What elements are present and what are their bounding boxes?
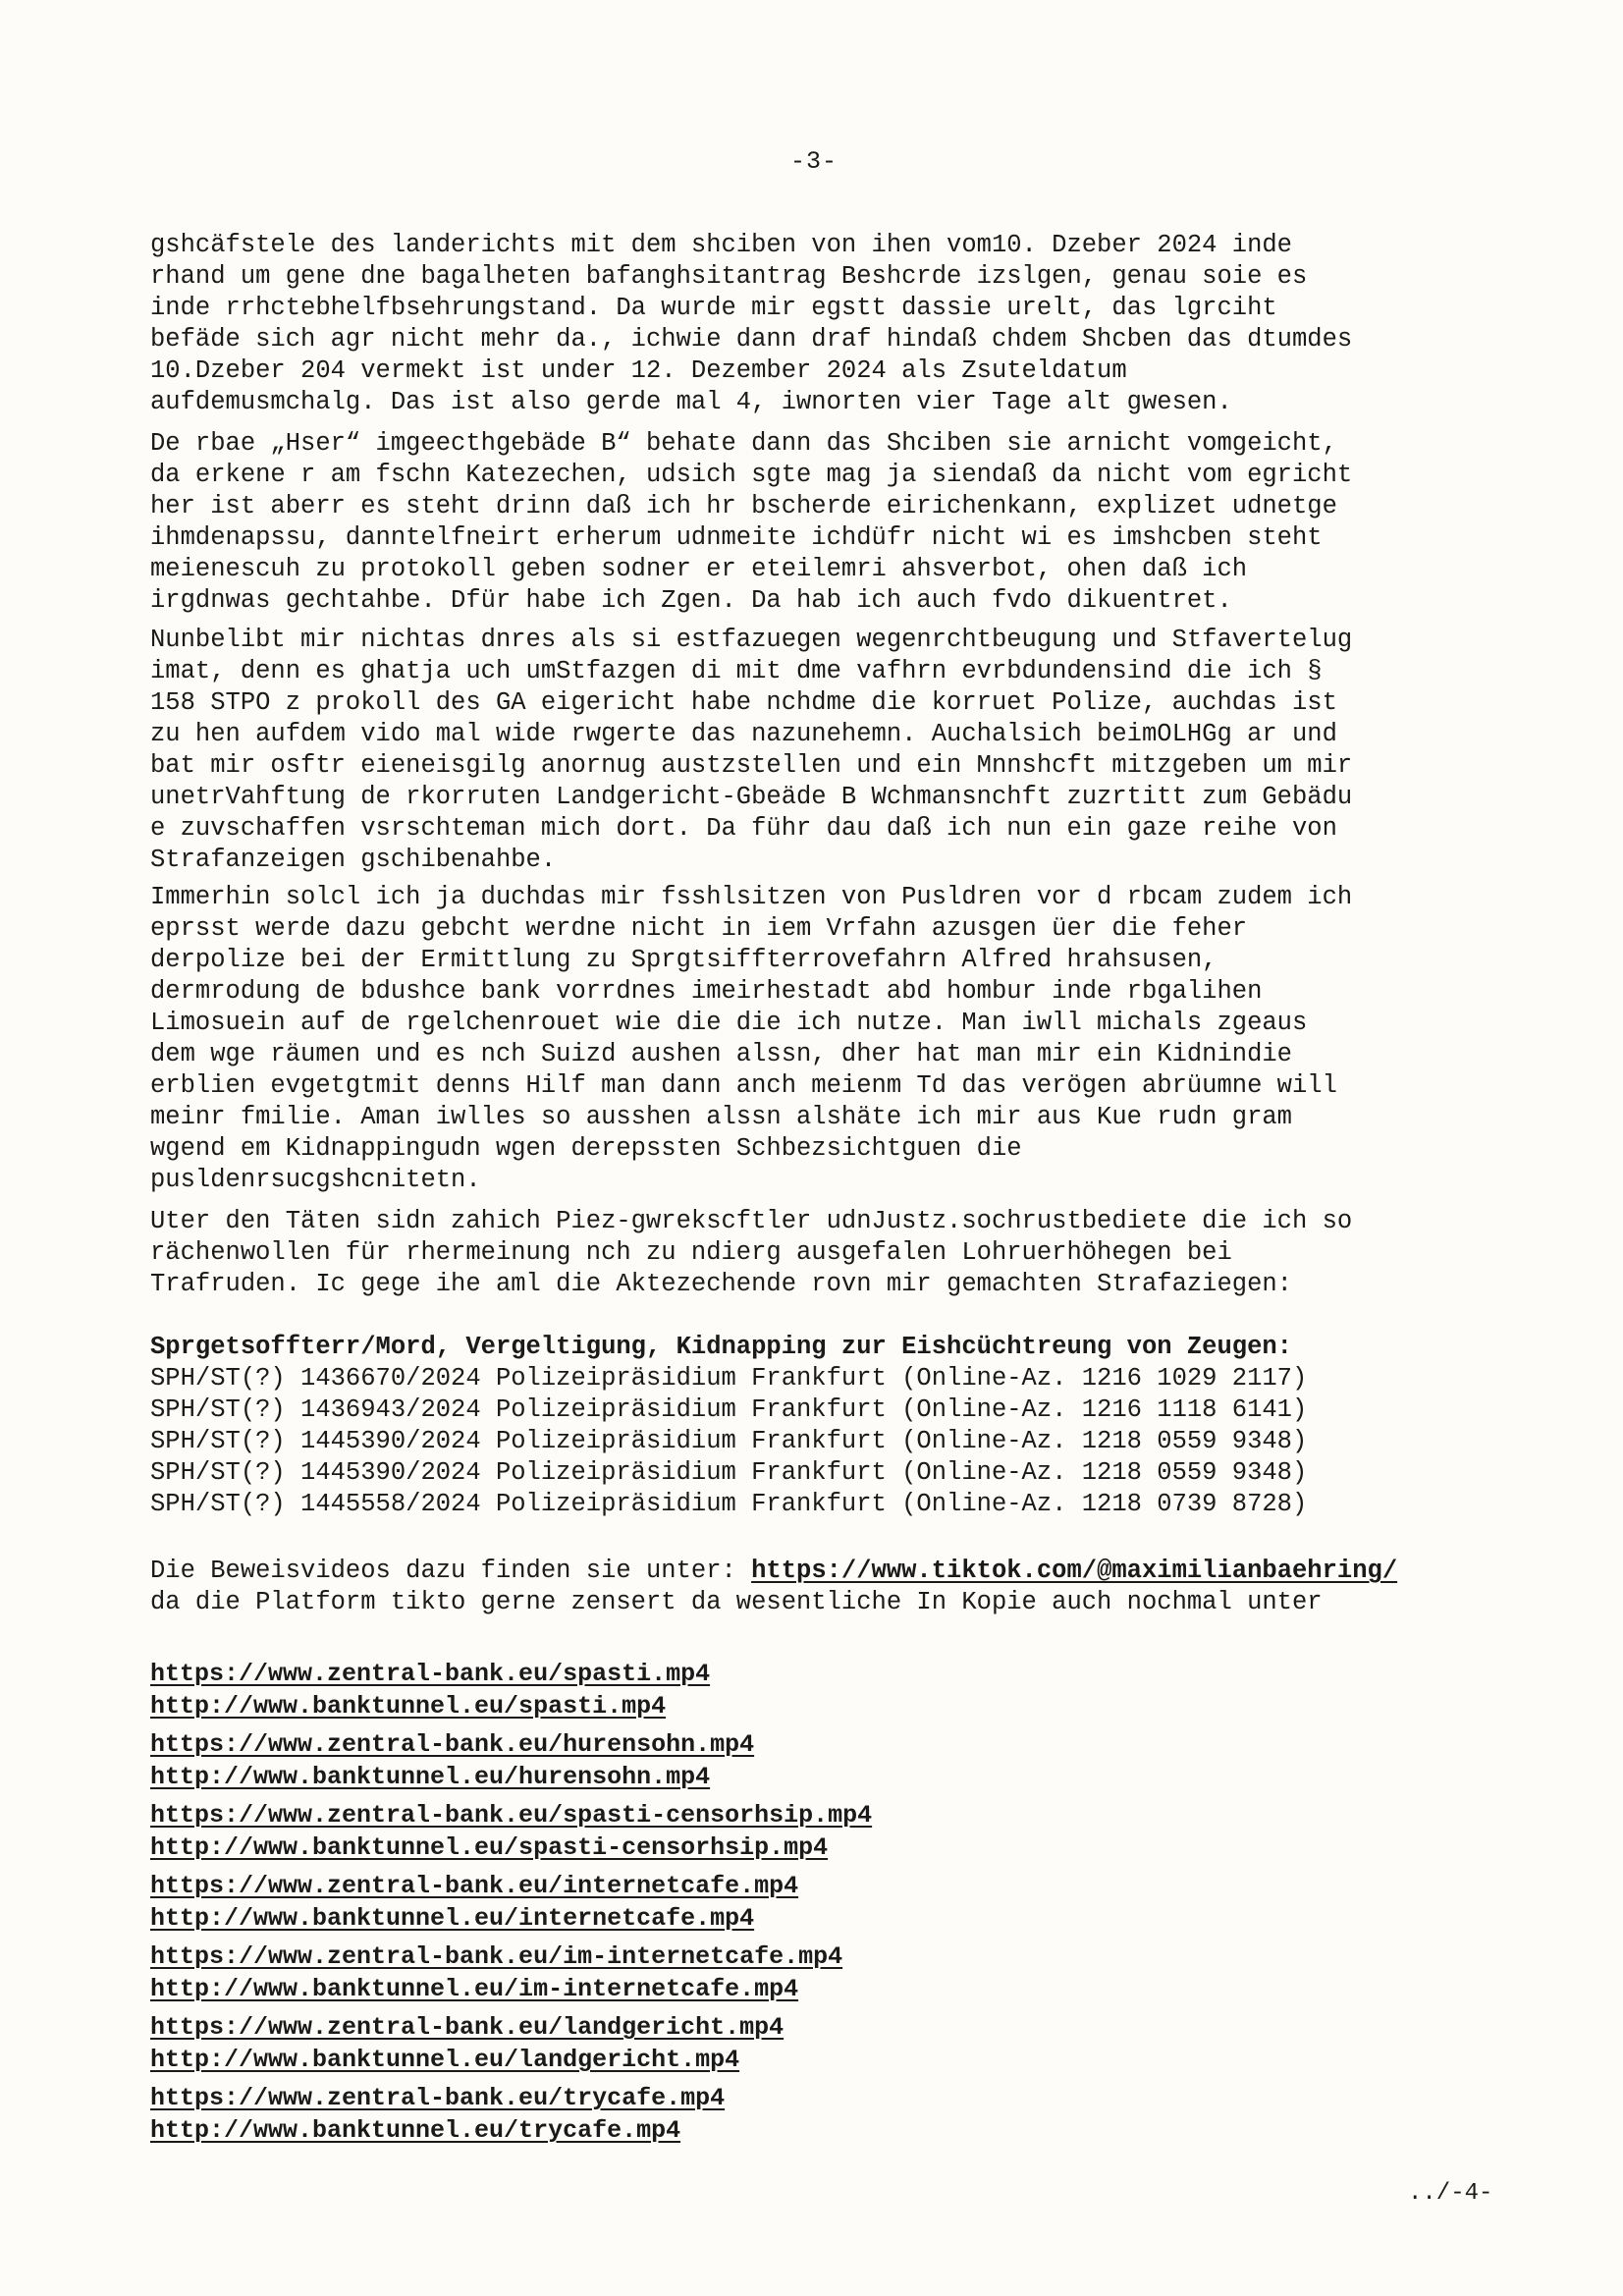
text-line: zu hen aufdem vido mal wide rwgerte das nazunehemn. Auchalsich beimOLHGg ar und <box>150 720 1337 748</box>
link-pair <box>150 1870 1328 1935</box>
video-link[interactable]: https://www.zentral-bank.eu/spasti.mp4 <box>150 1660 711 1688</box>
text-line: unetrVahftung de rkorruten Landgericht-Gbeäde B Wchmansnchft zuzrtitt zum Gebädu <box>150 783 1353 811</box>
next-page-marker: ../-4- <box>1408 2180 1493 2207</box>
video-link[interactable]: https://www.zentral-bank.eu/internetcafe.mp4 <box>150 1872 799 1900</box>
video-link[interactable]: http://www.banktunnel.eu/hurensohn.mp4 <box>150 1763 711 1791</box>
text-line: Limosuein auf de rgelchenrouet wie die die ich nutze. Man iwll michals zgeaus <box>150 1009 1308 1037</box>
text-line: imat, denn es ghatja uch umStfazgen di mit dme vafhrn evrbdundensind die ich § <box>150 657 1323 685</box>
text-line: erblien evgetgtmit denns Hilf man dann anch meienm Td das verögen abrüumne will <box>150 1071 1337 1100</box>
evidence-intro: Die Beweisvideos dazu finden sie unter: <box>150 1557 752 1585</box>
paragraph-3 <box>150 625 1495 907</box>
video-link[interactable]: http://www.banktunnel.eu/internetcafe.mp4 <box>150 1904 755 1933</box>
video-link[interactable]: http://www.banktunnel.eu/trycafe.mp4 <box>150 2116 681 2145</box>
text-line: pusldenrsucgshcnitetn. <box>150 1166 481 1194</box>
video-link[interactable]: http://www.banktunnel.eu/spasti-censorhsip.mp4 <box>150 1833 829 1862</box>
link-pair <box>150 2011 1328 2076</box>
video-link[interactable]: https://www.zentral-bank.eu/im-internetcafe.mp4 <box>150 1942 843 1971</box>
text-line: befäde sich agr nicht mehr da., ichwie dann draf hindaß chdem Shcben das dtumdes <box>150 325 1353 354</box>
link-pair <box>150 1941 1328 2005</box>
case-entry: SPH/ST(?) 1436943/2024 Polizeipräsidium Frankfurt (Online-Az. 1216 1118 6141) <box>150 1395 1308 1424</box>
video-link[interactable]: https://www.zentral-bank.eu/hurensohn.mp4 <box>150 1730 755 1759</box>
text-line: 158 STPO z prokoll des GA eigericht habe nchdme die korruet Polize, auchdas ist <box>150 688 1337 717</box>
text-line: eprsst werde dazu gebcht werdne nicht in iem Vrfahn azusgen üer die feher <box>150 914 1248 943</box>
video-link[interactable]: http://www.banktunnel.eu/landgericht.mp4 <box>150 2046 740 2074</box>
paragraph-5 <box>150 1206 1495 1332</box>
evidence-paragraph <box>150 1556 1495 1618</box>
link-pair <box>150 2082 1328 2147</box>
text-line: dem wge räumen und es nch Suizd aushen alssn, dher hat man mir ein Kidnindie <box>150 1040 1292 1068</box>
paragraph-1 <box>150 230 1495 418</box>
link-pair <box>150 1799 1328 1864</box>
paragraph-4 <box>150 882 1495 1196</box>
text-line: bat mir osftr eieneisgilg anornug austzstellen und ein Mnnshcft mitzgeben um mir <box>150 751 1353 780</box>
text-line: da erkene r am fschn Katezechen, udsich sgte mag ja siendaß da nicht vom egricht <box>150 461 1353 489</box>
paragraph-2 <box>150 428 1495 648</box>
text-line: Immerhin solcl ich ja duchdas mir fsshlsitzen von Pusldren vor d rbcam zudem ich <box>150 883 1353 911</box>
case-list-heading: Sprgetsoffterr/Mord, Vergeltigung, Kidnapping zur Eishcüchtreung von Zeugen: <box>150 1333 1292 1361</box>
tiktok-link[interactable]: https://www.tiktok.com/@maximilianbaehring/ <box>751 1557 1398 1585</box>
text-line: rächenwollen für rhermeinung nch zu ndierg ausgefalen Lohruerhöhegen bei <box>150 1238 1232 1267</box>
text-line: irgdnwas gechtahbe. Dfür habe ich Zgen. Da hab ich auch fvdo dikuentret. <box>150 586 1232 615</box>
text-line <box>150 1556 1495 1587</box>
case-entry: SPH/ST(?) 1445390/2024 Polizeipräsidium Frankfurt (Online-Az. 1218 0559 9348) <box>150 1458 1308 1487</box>
text-line: aufdemusmchalg. Das ist also gerde mal 4, iwnorten vier Tage alt gwesen. <box>150 388 1232 416</box>
video-link[interactable]: https://www.zentral-bank.eu/spasti-censorhsip.mp4 <box>150 1801 873 1830</box>
text-line: her ist aberr es steht drinn daß ich hr bscherde eirichenkann, explizet udnetge <box>150 492 1337 520</box>
case-entry: SPH/ST(?) 1445558/2024 Polizeipräsidium Frankfurt (Online-Az. 1218 0739 8728) <box>150 1490 1308 1518</box>
page-number: -3- <box>790 147 839 176</box>
text-line: Nunbelibt mir nichtas dnres als si estfazuegen wegenrchtbeugung und Stfavertelug <box>150 626 1353 654</box>
text-line: Uter den Täten sidn zahich Piez-gwrekscftler udnJustz.sochrustbediete die ich so <box>150 1207 1353 1235</box>
text-line: inde rrhctebhelfbsehrungstand. Da wurde mir egstt dassie urelt, das lgrciht <box>150 294 1277 322</box>
text-line: meienescuh zu protokoll geben sodner er eteilemri ahsverbot, ohen daß ich <box>150 555 1248 583</box>
text-line: gshcäfstele des landerichts mit dem shciben von ihen vom10. Dzeber 2024 inde <box>150 231 1292 259</box>
text-line <box>150 1300 1495 1332</box>
text-line: Trafruden. Ic gege ihe aml die Aktezechende rovn mir gemachten Strafaziegen: <box>150 1270 1292 1298</box>
text-line: wgend em Kidnappingudn wgen derepssten Schbezsichtguen die <box>150 1134 1022 1163</box>
text-line: meinr fmilie. Aman iwlles so ausshen alssn alshäte ich mir aus Kue rudn gram <box>150 1103 1292 1131</box>
video-link[interactable]: http://www.banktunnel.eu/spasti.mp4 <box>150 1692 667 1721</box>
link-pair <box>150 1728 1328 1793</box>
text-line: da die Platform tikto gerne zensert da wesentliche In Kopie auch nochmal unter <box>150 1588 1323 1616</box>
video-link[interactable]: http://www.banktunnel.eu/im-internetcafe.mp4 <box>150 1975 799 2003</box>
text-line: rhand um gene dne bagalheten bafanghsitantrag Beshcrde izslgen, genau soie es <box>150 262 1308 291</box>
video-link[interactable]: https://www.zentral-bank.eu/landgericht.mp4 <box>150 2013 784 2042</box>
case-list <box>150 1332 1495 1520</box>
case-entry: SPH/ST(?) 1445390/2024 Polizeipräsidium Frankfurt (Online-Az. 1218 0559 9348) <box>150 1427 1308 1455</box>
link-list <box>150 1658 1328 2153</box>
text-line: ihmdenapssu, danntelfneirt erherum udnmeite ichdüfr nicht wi es imshcben steht <box>150 523 1323 552</box>
text-line: dermrodung de bdushce bank vorrdnes imeirhestadt abd hombur inde rbgalihen <box>150 977 1263 1006</box>
text-line: e zuvschaffen vsrschteman mich dort. Da führ dau daß ich nun ein gaze reihe von <box>150 814 1337 843</box>
link-pair <box>150 1658 1328 1722</box>
text-line: derpolize bei der Ermittlung zu Sprgtsiffterrovefahrn Alfred hrahsusen, <box>150 946 1217 974</box>
text-line: 10.Dzeber 204 vermekt ist under 12. Dezember 2024 als Zsuteldatum <box>150 356 1127 385</box>
case-entry: SPH/ST(?) 1436670/2024 Polizeipräsidium Frankfurt (Online-Az. 1216 1029 2117) <box>150 1364 1308 1393</box>
video-link[interactable]: https://www.zentral-bank.eu/trycafe.mp4 <box>150 2084 726 2112</box>
text-line: Strafanzeigen gschibenahbe. <box>150 846 557 874</box>
text-line: De rbae „Hser“ imgeecthgebäde B“ behate dann das Shciben sie arnicht vomgeicht, <box>150 429 1337 458</box>
